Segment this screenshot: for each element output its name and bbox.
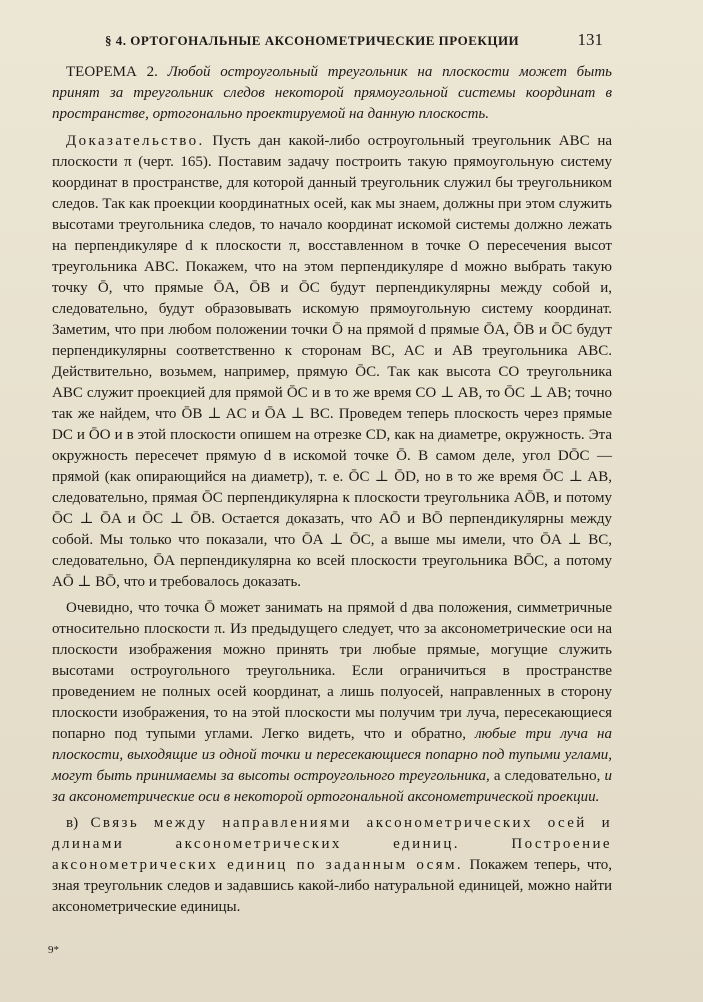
theorem-statement: Любой остроугольный треугольник на плоскости может быть принят за треугольник следов некоторой прямоугольной системы координат в пространстве, ортогонально проектируемой на данную плоскость. [52,64,613,122]
corollary-text-2: а следовательно, [493,768,601,784]
signature-mark: 9* [48,944,59,956]
corollary-text-1: Очевидно, что точка Ō может занимать на прямой d два положения, симметричные относительно плоскости π. Из предыдущего следует, что за аксонометрические оси на плоскости изображения можно принять три любые прямые, могущие служить высотами остроугольного треугольника. Если ограничиться в пространстве проведением не полных осей координат, а лишь полуосей, направленных в сторону плоскости изображения, то на этой плоскости мы получим три луча, пересекающиеся попарно под тупыми углами. Легко видеть, что и обратно, [52,600,612,742]
running-header [105,30,603,54]
page-number: 131 [577,30,603,49]
subsection-text: Покажем теперь, что, зная треугольник следов и задавшись какой-либо натуральной единицей, можно найти аксонометрические единицы. [52,857,612,915]
proof-text: Пусть дан какой-либо остроугольный треугольник ABC на плоскости π (черт. 165). Поставим задачу построить такую прямоугольную систему координат в пространстве, для которой данный треугольник служил бы треугольником следов. Так как проекции координатных осей, как мы знаем, должны при этом служить высотами треугольника следов, то начало координат искомой системы должно лежать на перпендикуляре d к плоскости π, восставленном в точке O пересечения высот треугольника ABC. Покажем, что на этом перпендикуляре d можно выбрать такую точку Ō, что прямые ŌA, ŌB и ŌC будут перпендикулярны между собой и, следовательно, будут образовывать искомую прямоугольную систему координат. Заметим, что при любом положении точки Ō на прямой d прямые ŌA, ŌB и ŌC будут перпендикулярны соответственно к сторонам BC, AC и AB треугольника ABC. Действительно, возьмем, например, прямую ŌC. Так как высота CO треугольника ABC служит проекцией для прямой ŌC и в то же время CO ⊥ AB, то ŌC ⊥ AB; точно так же найдем, что ŌB ⊥ AC и ŌA ⊥ BC. Проведем теперь плоскость через прямые DC и ŌO и в этой плоскости опишем на отрезке CD, как на диаметре, окружность. Эта окружность пересечет прямую d в искомой точке Ō. В самом деле, угол DŌC — прямой (как опирающийся на диаметр), т. е. ŌC ⊥ ŌD, но в то же время ŌC ⊥ AB, следовательно, прямая ŌC перпендикулярна к плоскости треугольника AŌB, и потому ŌC ⊥ ŌA и ŌC ⊥ ŌB. Остается доказать, что AŌ и BŌ перпендикулярны между собой. Мы только что показали, что ŌA ⊥ ŌC, а выше мы имели, что ŌA ⊥ BC, следовательно, ŌA перпендикулярна ко всей плоскости треугольника BŌC, а потому AŌ ⊥ BŌ, что и требовалось доказать. [52,133,613,590]
body-text [52,62,612,918]
corollary-paragraph [52,598,612,808]
theorem-paragraph [52,62,612,125]
corollary-italic-1: любые три луча на плоскости, выходящие из одной точки и пересекающиеся попарно под тупыми углами, могут быть принимаемы за высоты остроугольного треугольника, [52,726,612,784]
proof-lead: Доказательство. [66,133,205,149]
subsection-label: в) [66,815,79,831]
theorem-lead: ТЕОРЕМА 2. [66,64,158,80]
section-title: § 4. ОРТОГОНАЛЬНЫЕ АКСОНОМЕТРИЧЕСКИЕ ПРОЕКЦИИ [105,33,520,48]
subsection-paragraph [52,813,612,918]
subsection-title: Связь между направлениями аксонометрических осей и длинами аксонометрических единиц. Построение аксонометрических единиц по заданным осям. [52,815,612,873]
proof-paragraph [52,131,612,593]
corollary-italic-2: и за аксонометрические оси в некоторой ортогональной аксонометрической проекции. [52,768,613,805]
